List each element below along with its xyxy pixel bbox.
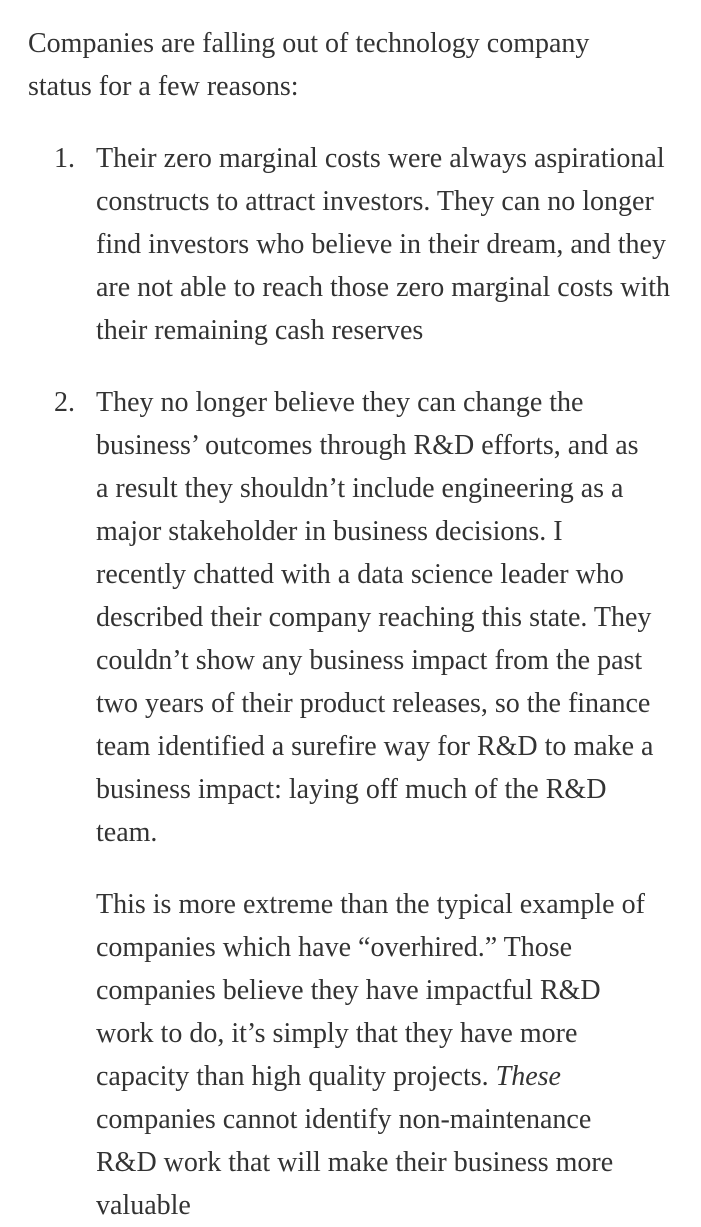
list-number: 2. [54, 387, 75, 418]
list-number: 1. [54, 143, 75, 174]
list-item [28, 381, 688, 1227]
followup-text: This is more extreme than the typical example of companies which have “overhired.” Those companies believe they have impactful R&D work to do, it’s simply that they have more capacity than high quality projects. [96, 889, 645, 1092]
intro-paragraph: Companies are falling out of technology company status for a few reasons: [28, 28, 590, 102]
list-item-text: They no longer believe they can change the business’ outcomes through R&D efforts, and as a result they shouldn’t include engineering as a major stakeholder in business decisions. I recently chatted with a data science leader who described their company reaching this state. They couldn’t show any business impact from the past two years of their product releases, so the finance team identified a surefire way for R&D to make a business impact: laying off much of the R&D team. [96, 387, 654, 848]
followup-text-end: companies cannot identify non-maintenance R&D work that will make their business more valuable [96, 1104, 614, 1221]
emphasis-text: These [495, 1061, 561, 1092]
list-item [28, 137, 688, 352]
list-item-followup-paragraph [96, 883, 656, 1227]
article-body [28, 22, 688, 1227]
list-item-text: Their zero marginal costs were always aspirational constructs to attract investors. They can no longer find investors who believe in their dream, and they are not able to reach those zero marginal costs with their remaining cash reserves [96, 143, 671, 346]
reasons-list [28, 137, 688, 1227]
